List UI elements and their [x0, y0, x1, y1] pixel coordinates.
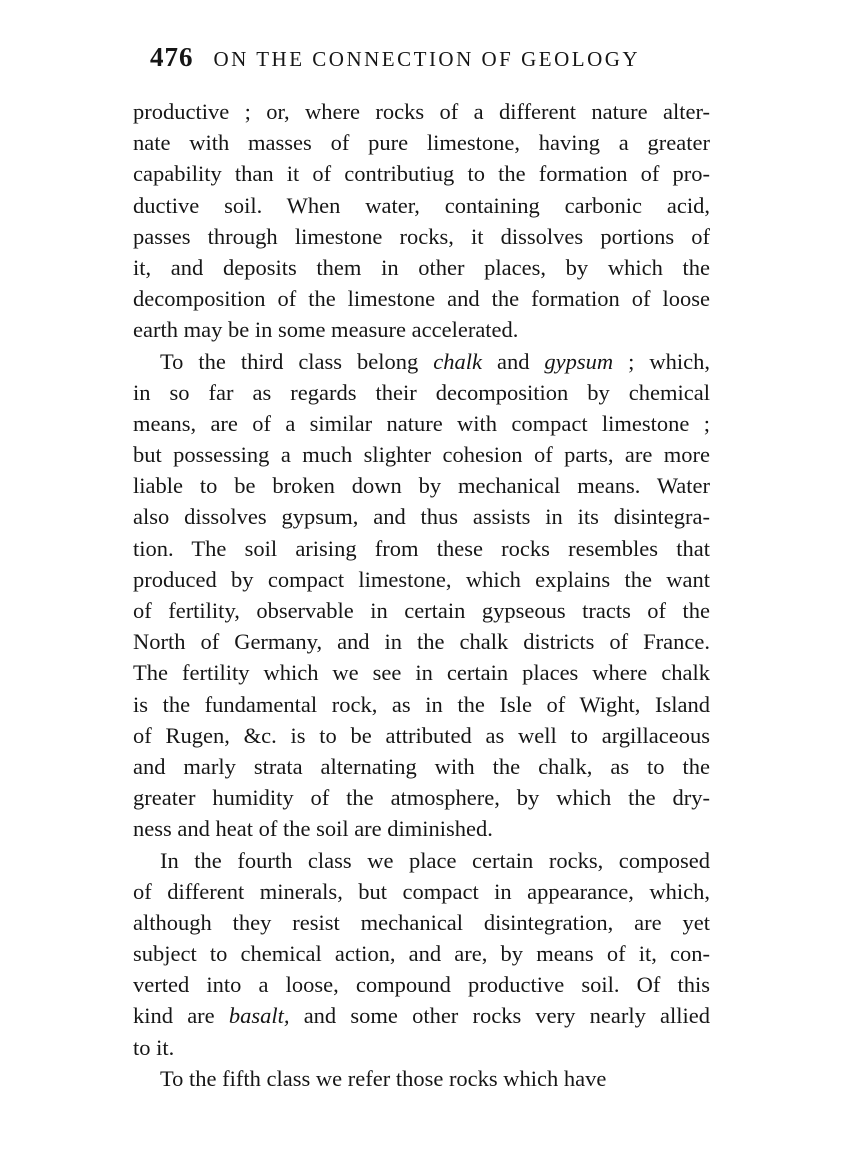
text-run: and: [481, 348, 545, 374]
text-line: means, are of a similar nature with compact limestone ;: [133, 410, 710, 436]
text-line: of Rugen, &c. is to be attributed as well to argillaceous: [133, 722, 710, 748]
text-line: liable to be broken down by mechanical means. Water: [133, 473, 710, 499]
paragraph-end-line: to it.: [133, 1034, 175, 1060]
italic-term-gypsum: gypsum: [544, 348, 614, 374]
paragraph-start-line: To the fifth class we refer those rocks which have: [160, 1065, 607, 1091]
text-line: passes through limestone rocks, it dissolves portions of: [133, 223, 710, 249]
page-number: 476: [150, 42, 194, 72]
text-line: greater humidity of the atmosphere, by which the dry-: [133, 785, 710, 811]
italic-term-basalt: basalt,: [228, 1003, 290, 1029]
text-line: subject to chemical action, and are, by means of it, con-: [133, 941, 710, 967]
paragraph-start-line: In the fourth class we place certain rocks, composed: [160, 847, 710, 873]
text-line: nate with masses of pure limestone, having a greater: [133, 130, 710, 156]
text-line: but possessing a much slighter cohesion of parts, are more: [133, 442, 710, 468]
text-line: in so far as regards their decomposition by chemical: [133, 379, 710, 405]
text-line: ductive soil. When water, containing carbonic acid,: [133, 192, 710, 218]
text-line: is the fundamental rock, as in the Isle of Wight, Island: [133, 691, 710, 717]
paragraph-end-line: ness and heat of the soil are diminished.: [133, 816, 493, 842]
running-title: ON THE CONNECTION OF GEOLOGY: [213, 47, 641, 71]
text-line: of different minerals, but compact in appearance, which,: [133, 878, 710, 904]
paragraph-end-line: earth may be in some measure accelerated.: [133, 317, 519, 343]
italic-term-chalk: chalk: [433, 348, 482, 374]
text-line: [133, 1000, 710, 1031]
text-run: ; which,: [613, 348, 710, 374]
text-line: capability than it of contributiug to the formation of pro-: [133, 161, 710, 187]
text-line: tion. The soil arising from these rocks resembles that: [133, 535, 710, 561]
text-line: North of Germany, and in the chalk districts of France.: [133, 629, 710, 655]
paragraph-start-line: [133, 346, 710, 377]
text-run: To the third class belong: [160, 348, 434, 374]
text-line: also dissolves gypsum, and thus assists in its disintegra-: [133, 504, 710, 530]
text-run: and some other rocks very nearly allied: [289, 1003, 710, 1029]
text-line: verted into a loose, compound productive soil. Of this: [133, 972, 710, 998]
text-line: and marly strata alternating with the chalk, as to the: [133, 753, 710, 779]
running-head: [150, 42, 710, 76]
text-line: productive ; or, where rocks of a different nature alter-: [133, 99, 710, 124]
text-line: although they resist mechanical disintegration, are yet: [133, 909, 710, 935]
text-run: kind are: [133, 1003, 229, 1029]
text-line: produced by compact limestone, which explains the want: [133, 566, 710, 592]
text-line: decomposition of the limestone and the formation of loose: [133, 286, 710, 312]
text-line: of fertility, observable in certain gypseous tracts of the: [133, 598, 710, 623]
text-line: The fertility which we see in certain places where chalk: [133, 660, 710, 686]
text-line: it, and deposits them in other places, by which the: [133, 254, 710, 280]
body-text: [133, 96, 710, 1094]
